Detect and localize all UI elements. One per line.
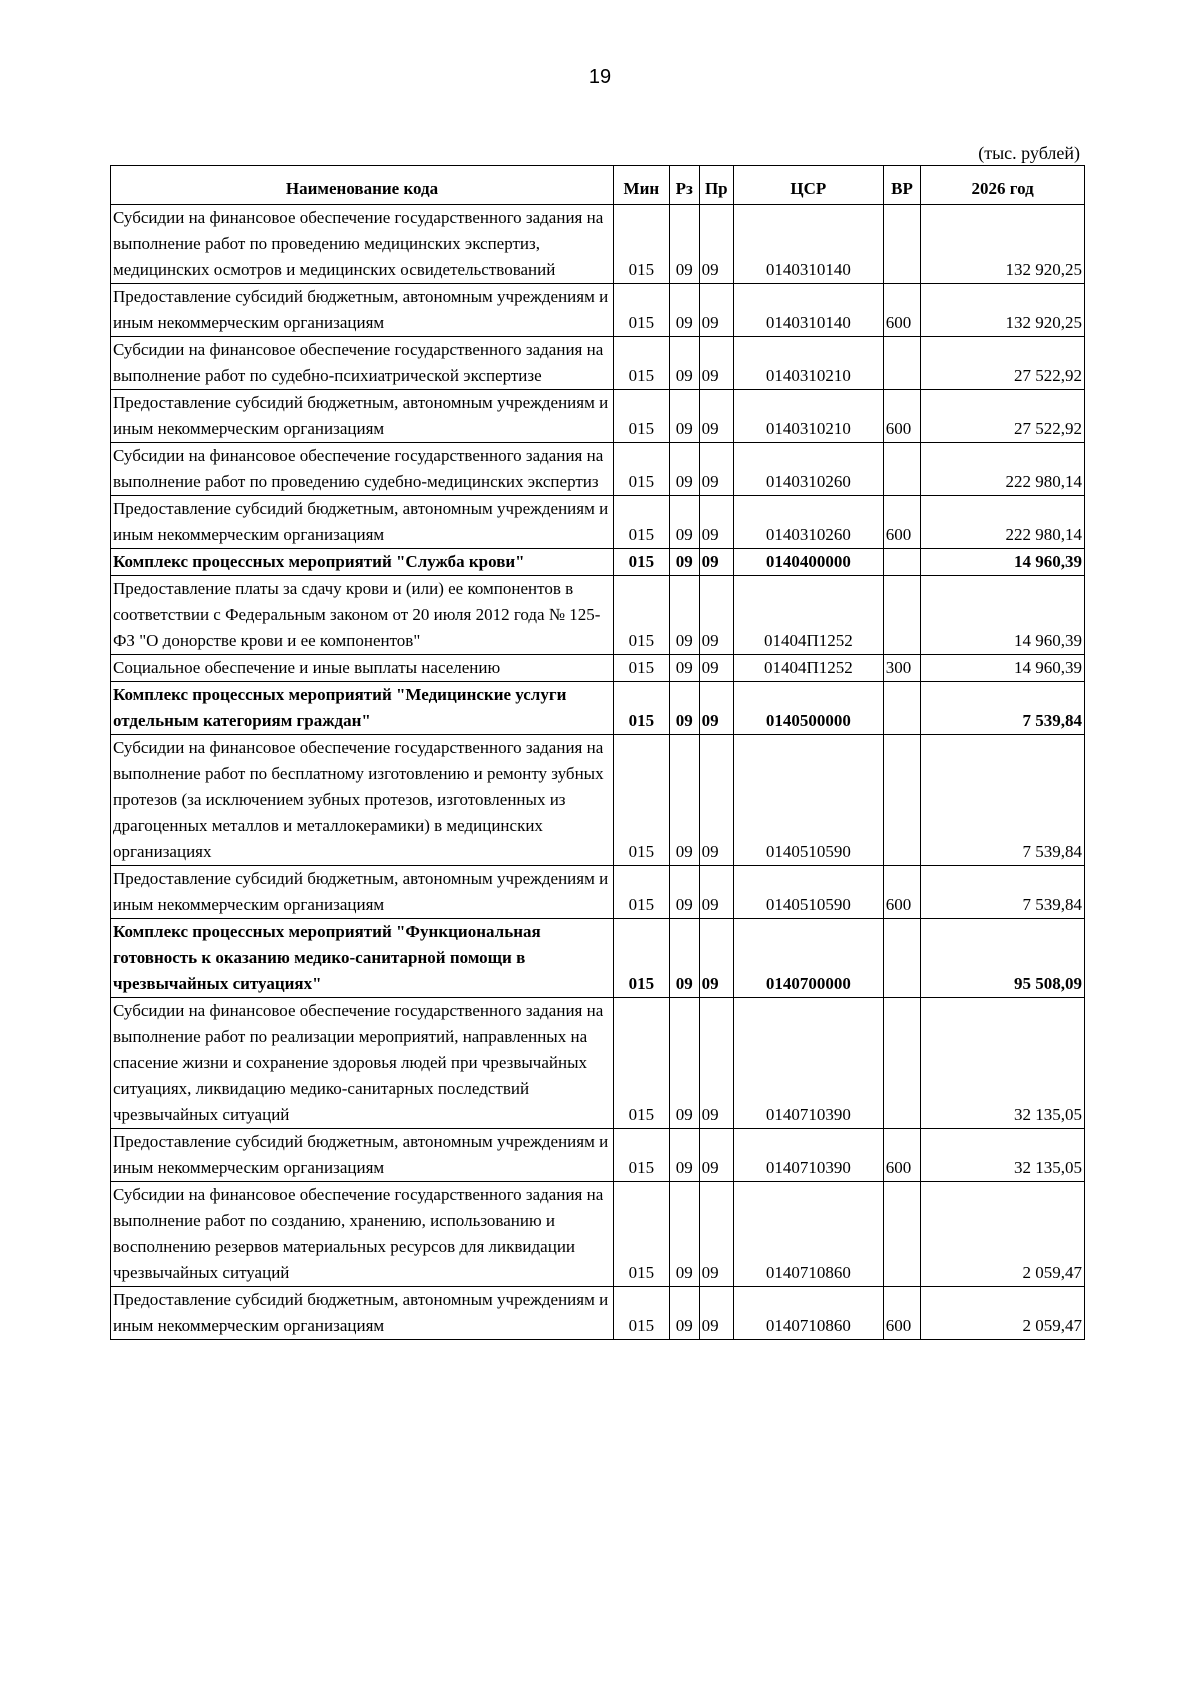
cell-vr — [883, 205, 920, 284]
cell-pr: 09 — [699, 549, 733, 576]
cell-amount: 32 135,05 — [921, 1129, 1085, 1182]
cell-rz: 09 — [669, 284, 699, 337]
cell-csr: 0140710390 — [733, 1129, 883, 1182]
cell-csr: 0140710390 — [733, 998, 883, 1129]
cell-vr: 600 — [883, 866, 920, 919]
cell-amount: 222 980,14 — [921, 496, 1085, 549]
cell-csr: 01404П1252 — [733, 576, 883, 655]
table-row — [111, 337, 1085, 390]
header-year: 2026 год — [921, 166, 1085, 205]
header-min: Мин — [614, 166, 670, 205]
cell-rz: 09 — [669, 443, 699, 496]
cell-rz: 09 — [669, 735, 699, 866]
cell-amount: 32 135,05 — [921, 998, 1085, 1129]
cell-amount: 14 960,39 — [921, 655, 1085, 682]
table-row — [111, 443, 1085, 496]
table-row — [111, 205, 1085, 284]
cell-csr: 01404П1252 — [733, 655, 883, 682]
cell-vr: 600 — [883, 1129, 920, 1182]
cell-vr — [883, 682, 920, 735]
cell-pr: 09 — [699, 443, 733, 496]
cell-vr — [883, 735, 920, 866]
cell-min: 015 — [614, 1129, 670, 1182]
cell-pr: 09 — [699, 1129, 733, 1182]
cell-csr: 0140710860 — [733, 1287, 883, 1340]
table-row — [111, 390, 1085, 443]
cell-amount: 2 059,47 — [921, 1182, 1085, 1287]
budget-table — [110, 165, 1085, 1340]
cell-vr — [883, 549, 920, 576]
cell-pr: 09 — [699, 919, 733, 998]
cell-pr: 09 — [699, 205, 733, 284]
cell-name: Субсидии на финансовое обеспечение государственного задания на выполнение работ по бесплатному изготовлению и ремонту зубных протезов (за исключением зубных протезов, изготовленных из драгоценных металлов и металлокерамики) в медицинских организациях — [111, 735, 614, 866]
cell-amount: 7 539,84 — [921, 866, 1085, 919]
cell-rz: 09 — [669, 682, 699, 735]
cell-pr: 09 — [699, 1287, 733, 1340]
cell-min: 015 — [614, 866, 670, 919]
cell-vr — [883, 576, 920, 655]
cell-pr: 09 — [699, 496, 733, 549]
table-row — [111, 1129, 1085, 1182]
cell-min: 015 — [614, 576, 670, 655]
cell-vr: 600 — [883, 1287, 920, 1340]
cell-csr: 0140310260 — [733, 496, 883, 549]
cell-csr: 0140510590 — [733, 735, 883, 866]
header-csr: ЦСР — [733, 166, 883, 205]
cell-rz: 09 — [669, 998, 699, 1129]
header-rz: Рз — [669, 166, 699, 205]
cell-csr: 0140500000 — [733, 682, 883, 735]
cell-pr: 09 — [699, 576, 733, 655]
cell-amount: 27 522,92 — [921, 337, 1085, 390]
cell-min: 015 — [614, 1182, 670, 1287]
cell-amount: 14 960,39 — [921, 576, 1085, 655]
table-row — [111, 655, 1085, 682]
cell-min: 015 — [614, 549, 670, 576]
cell-min: 015 — [614, 1287, 670, 1340]
cell-vr — [883, 337, 920, 390]
cell-csr: 0140310260 — [733, 443, 883, 496]
cell-min: 015 — [614, 337, 670, 390]
cell-vr — [883, 919, 920, 998]
cell-csr: 0140310140 — [733, 205, 883, 284]
cell-pr: 09 — [699, 998, 733, 1129]
page-number: 19 — [588, 66, 612, 88]
cell-min: 015 — [614, 496, 670, 549]
cell-rz: 09 — [669, 1182, 699, 1287]
cell-vr: 600 — [883, 284, 920, 337]
cell-min: 015 — [614, 284, 670, 337]
table-header-row — [111, 166, 1085, 205]
cell-name: Субсидии на финансовое обеспечение государственного задания на выполнение работ по проведению медицинских экспертиз, медицинских осмотров и медицинских освидетельствований — [111, 205, 614, 284]
cell-rz: 09 — [669, 549, 699, 576]
cell-name: Предоставление субсидий бюджетным, автономным учреждениям и иным некоммерческим организациям — [111, 284, 614, 337]
cell-pr: 09 — [699, 337, 733, 390]
cell-rz: 09 — [669, 919, 699, 998]
cell-name: Социальное обеспечение и иные выплаты населению — [111, 655, 614, 682]
cell-rz: 09 — [669, 866, 699, 919]
cell-pr: 09 — [699, 1182, 733, 1287]
units-label: (тыс. рублей) — [978, 143, 1080, 163]
table-row — [111, 284, 1085, 337]
cell-csr: 0140310140 — [733, 284, 883, 337]
table-row — [111, 735, 1085, 866]
cell-rz: 09 — [669, 1287, 699, 1340]
cell-name: Предоставление субсидий бюджетным, автономным учреждениям и иным некоммерческим организациям — [111, 1129, 614, 1182]
cell-csr: 0140400000 — [733, 549, 883, 576]
cell-amount: 27 522,92 — [921, 390, 1085, 443]
cell-amount: 95 508,09 — [921, 919, 1085, 998]
cell-amount: 7 539,84 — [921, 682, 1085, 735]
cell-name: Комплекс процессных мероприятий "Служба крови" — [111, 549, 614, 576]
cell-name: Предоставление субсидий бюджетным, автономным учреждениям и иным некоммерческим организациям — [111, 1287, 614, 1340]
cell-pr: 09 — [699, 682, 733, 735]
cell-min: 015 — [614, 390, 670, 443]
cell-rz: 09 — [669, 496, 699, 549]
table-row — [111, 549, 1085, 576]
table-row — [111, 919, 1085, 998]
cell-rz: 09 — [669, 1129, 699, 1182]
table-row — [111, 1182, 1085, 1287]
cell-amount: 14 960,39 — [921, 549, 1085, 576]
cell-name: Предоставление субсидий бюджетным, автономным учреждениям и иным некоммерческим организациям — [111, 496, 614, 549]
cell-name: Субсидии на финансовое обеспечение государственного задания на выполнение работ по созданию, хранению, использованию и восполнению резервов материальных ресурсов для ликвидации чрезвычайных ситуаций — [111, 1182, 614, 1287]
cell-name: Субсидии на финансовое обеспечение государственного задания на выполнение работ по проведению судебно-медицинских экспертиз — [111, 443, 614, 496]
cell-csr: 0140310210 — [733, 390, 883, 443]
cell-name: Комплекс процессных мероприятий "Медицинские услуги отдельным категориям граждан" — [111, 682, 614, 735]
cell-name: Субсидии на финансовое обеспечение государственного задания на выполнение работ по реализации мероприятий, направленных на спасение жизни и сохранение здоровья людей при чрезвычайных ситуациях, ликвидацию медико-санитарных последствий чрезвычайных ситуаций — [111, 998, 614, 1129]
table-row — [111, 496, 1085, 549]
cell-amount: 7 539,84 — [921, 735, 1085, 866]
cell-rz: 09 — [669, 337, 699, 390]
table-row — [111, 1287, 1085, 1340]
cell-name: Субсидии на финансовое обеспечение государственного задания на выполнение работ по судебно-психиатрической экспертизе — [111, 337, 614, 390]
table-row — [111, 866, 1085, 919]
header-name: Наименование кода — [111, 166, 614, 205]
cell-rz: 09 — [669, 390, 699, 443]
cell-min: 015 — [614, 205, 670, 284]
cell-min: 015 — [614, 919, 670, 998]
cell-name: Комплекс процессных мероприятий "Функциональная готовность к оказанию медико-санитарной помощи в чрезвычайных ситуациях" — [111, 919, 614, 998]
cell-pr: 09 — [699, 735, 733, 866]
cell-vr — [883, 443, 920, 496]
table-row — [111, 998, 1085, 1129]
cell-vr — [883, 1182, 920, 1287]
cell-min: 015 — [614, 682, 670, 735]
cell-pr: 09 — [699, 866, 733, 919]
cell-csr: 0140310210 — [733, 337, 883, 390]
cell-amount: 132 920,25 — [921, 284, 1085, 337]
cell-csr: 0140510590 — [733, 866, 883, 919]
cell-rz: 09 — [669, 205, 699, 284]
cell-amount: 132 920,25 — [921, 205, 1085, 284]
cell-rz: 09 — [669, 576, 699, 655]
cell-pr: 09 — [699, 390, 733, 443]
cell-min: 015 — [614, 655, 670, 682]
header-pr: Пр — [699, 166, 733, 205]
cell-name: Предоставление платы за сдачу крови и (или) ее компонентов в соответствии с Федеральным законом от 20 июля 2012 года № 125-ФЗ "О донорстве крови и ее компонентов" — [111, 576, 614, 655]
table-row — [111, 682, 1085, 735]
cell-name: Предоставление субсидий бюджетным, автономным учреждениям и иным некоммерческим организациям — [111, 390, 614, 443]
cell-pr: 09 — [699, 284, 733, 337]
cell-amount: 2 059,47 — [921, 1287, 1085, 1340]
cell-name: Предоставление субсидий бюджетным, автономным учреждениям и иным некоммерческим организациям — [111, 866, 614, 919]
cell-min: 015 — [614, 443, 670, 496]
cell-csr: 0140700000 — [733, 919, 883, 998]
header-vr: ВР — [883, 166, 920, 205]
cell-csr: 0140710860 — [733, 1182, 883, 1287]
cell-min: 015 — [614, 998, 670, 1129]
cell-min: 015 — [614, 735, 670, 866]
table-row — [111, 576, 1085, 655]
cell-pr: 09 — [699, 655, 733, 682]
cell-vr: 600 — [883, 390, 920, 443]
cell-vr — [883, 998, 920, 1129]
cell-rz: 09 — [669, 655, 699, 682]
cell-vr: 600 — [883, 496, 920, 549]
cell-vr: 300 — [883, 655, 920, 682]
cell-amount: 222 980,14 — [921, 443, 1085, 496]
